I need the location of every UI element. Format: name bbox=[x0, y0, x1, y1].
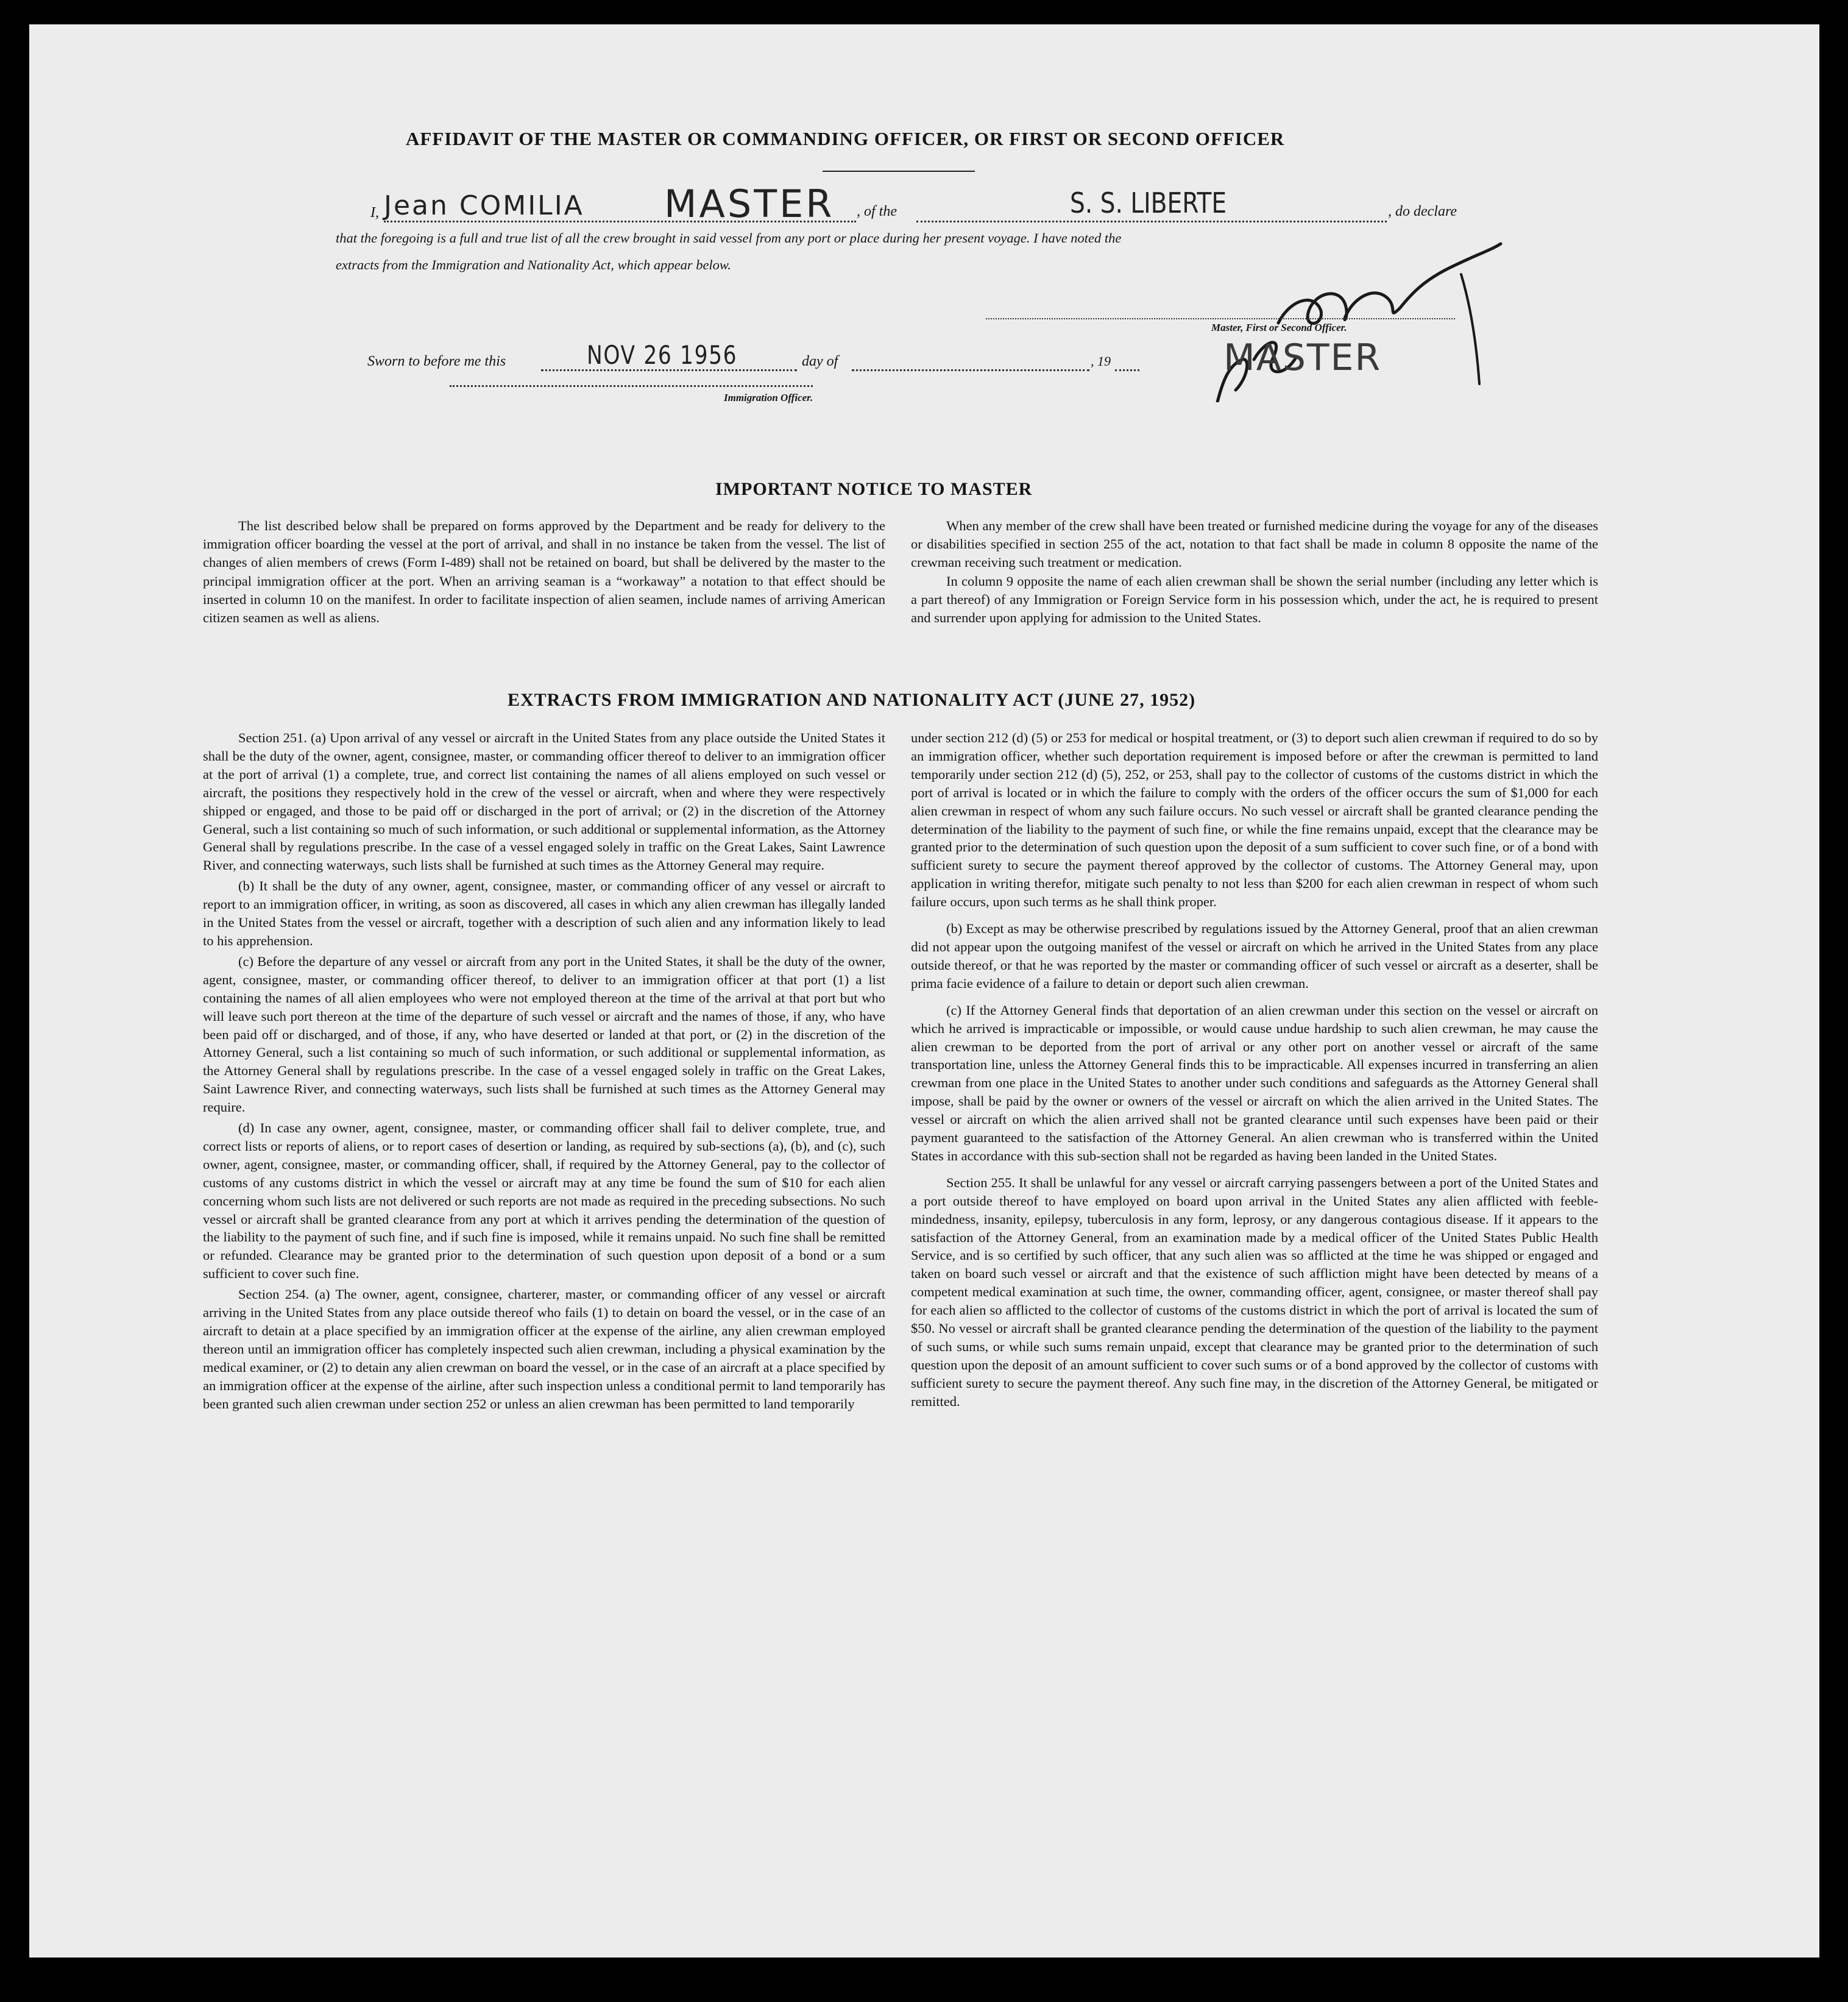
section-251-d: (d) In case any owner, agent, consignee, master, or commanding officer shall fail to deliver complete, true, and correct lists or reports of aliens, or to report cases of desertion or landing, as required by sub-sections (a), (b), and (c), such owner, agent, consignee, master, or commanding officer, shall, if required by the Attorney General, pay to the collector of customs of any customs district in which the vessel or aircraft may at any time be found the sum of $10 for each alien concerning whom such lists are not delivered or such reports are not made as required in the preceding subsections. No such vessel or aircraft shall be granted clearance from any port at which it arrives pending the determination of the question of the liability to the payment of such fine, and if such fine is imposed, while it remains unpaid. No such fine shall be remitted or refunded. Clearance may be granted prior to the determination of such question upon deposit of a bond or a sum sufficient to cover such fine. bbox=[203, 1120, 885, 1282]
notice-right-column bbox=[911, 517, 1598, 627]
crew-master-rank: MASTER bbox=[664, 182, 835, 226]
section-251-a: Section 251. (a) Upon arrival of any vessel or aircraft in the United States from any place outside the United States it shall be the duty of the owner, agent, consignee, master, or commanding officer thereof to deliver to an immigration officer at the port of arrival (1) a complete, true, and correct list containing the names of all aliens employed on such vessel or aircraft, the positions they respectively hold in the crew of the vessel or aircraft, when and where they were respectively shipped or engaged, and those to be paid off or discharged in the port of arrival; or (2) in the discretion of the Attorney General, such a list containing so much of such information, or such additional or supplemental information, as the Attorney General shall by regulations prescribe. In the case of a vessel engaged solely in traffic on the Great Lakes, Saint Lawrence River, and connecting waterways, such lists shall be furnished at such times as the Attorney General may require. bbox=[203, 730, 885, 873]
notice-left-paragraph: The list described below shall be prepared on forms approved by the Department and be ready for delivery to the immigration officer boarding the vessel at the port of arrival, and shall in no instance be taken from the vessel. The list of changes of alien members of crews (Form I-489) shall not be retained on board, but shall be delivered by the master to the principal immigration officer at the port. When an arriving seaman is a “workaway” a notation to that effect should be inserted in column 10 on the manifest. In order to facilitate inspection of alien seamen, include names of arriving American citizen seamen as well as aliens. bbox=[203, 518, 885, 626]
notice-heading: IMPORTANT NOTICE TO MASTER bbox=[715, 479, 1033, 499]
immigration-officer-line bbox=[450, 385, 813, 387]
title-rule bbox=[823, 171, 975, 172]
section-254-c: (c) If the Attorney General finds that deportation of an alien crewman under this section on the vessel or aircraft on which he arrived is impracticable or impossible, or would cause undue hardship to such alien crewman, he may cause the alien crewman to be deported from the port of arrival or any other port on another vessel or aircraft of the same transportation line, unless the Attorney General finds this to be impracticable. All expenses incurred in transferring an alien crewman from one place in the United States to another under such conditions and safeguards as the Attorney General shall impose, shall be paid by the owner or owners of the vessel or aircraft on which the alien arrived in the United States. The vessel or aircraft on which the alien arrived shall not be granted clearance until such expenses have been paid or their payment guaranteed to the satisfaction of the Attorney General. An alien crewman who is transferred within the United States in accordance with this sub-section shall not be regarded as having been landed in the United States. bbox=[911, 1002, 1598, 1163]
section-254-a: Section 254. (a) The owner, agent, consignee, charterer, master, or commanding officer of any vessel or aircraft arriving in the United States from any place outside thereof who fails (1) to detain on board the vessel, or in the case of an aircraft to detain at a place specified by an immigration officer at the expense of the airline, any alien crewman employed thereon until an immigration officer has completely inspected such alien crewman, including a physical examination by the medical examiner, or (2) to detain any alien crewman on board the vessel, or in the case of an aircraft at a place specified by an immigration officer at the expense of the airline, after such inspection unless a conditional permit to land temporarily has been granted such alien crewman under section 252 or unless an alien crewman has been permitted to land temporarily bbox=[203, 1287, 885, 1411]
of-the-label: , of the bbox=[857, 204, 897, 219]
declaration-line-2: extracts from the Immigration and Nationality Act, which appear below. bbox=[336, 257, 731, 272]
prefix-i: I, bbox=[370, 205, 379, 221]
day-of-label: day of bbox=[802, 353, 838, 369]
section-254-b: (b) Except as may be otherwise prescribed by regulations issued by the Attorney General, proof that an alien crewman did not appear upon the outgoing manifest of the vessel or aircraft on which he arrived in the United States from any place outside thereof, or that he was reported by the master or commanding officer of such vessel or aircraft as a deserter, shall be prima facie evidence of a failure to detain or deport such alien crewman. bbox=[911, 921, 1598, 991]
vessel-name: S. S. LIBERTE bbox=[1070, 186, 1227, 219]
extracts-right-column bbox=[911, 729, 1598, 1413]
notice-left-column bbox=[203, 517, 885, 627]
do-declare-label: , do declare bbox=[1388, 204, 1457, 219]
master-stamp: MASTER bbox=[1223, 336, 1382, 379]
section-251-b: (b) It shall be the duty of any owner, agent, consignee, master, or commanding officer of any vessel or aircraft to report to an immigration officer, in writing, as soon as discovered, all cases in which any alien crewman has illegally landed in the United States from the vessel or aircraft, together with a description of such alien and any information likely to lead to his apprehension. bbox=[203, 878, 885, 948]
declaration-line-1: that the foregoing is a full and true list of all the crew brought in said vessel from any port or place during her present voyage. I have noted the bbox=[336, 230, 1122, 246]
year-line bbox=[1115, 369, 1139, 371]
notice-right-paragraph-2: In column 9 opposite the name of each alien crewman shall be shown the serial number (including any letter which is a part thereof) of any Immigration or Foreign Service form in his possession which, under the act, he is required to present and surrender upon applying for admission to the United States. bbox=[911, 573, 1598, 626]
affidavit-title: AFFIDAVIT OF THE MASTER OR COMMANDING OFFICER, OR FIRST OR SECOND OFFICER bbox=[406, 128, 1285, 149]
sworn-label: Sworn to before me this bbox=[367, 353, 506, 369]
extracts-left-column bbox=[203, 729, 885, 1416]
signature-line bbox=[986, 318, 1455, 319]
sworn-date: NOV 26 1956 bbox=[587, 340, 738, 370]
crew-master-name: Jean COMILIA bbox=[384, 190, 584, 221]
immigration-officer-caption: Immigration Officer. bbox=[724, 392, 813, 403]
section-255: Section 255. It shall be unlawful for any vessel or aircraft carrying passengers between a port of the United States and a port outside thereof to have employed on board upon arrival in the United States any alien afflicted with feeble-mindedness, insanity, epilepsy, tuberculosis in any form, leprosy, or any dangerous contagious disease. If it appears to the satisfaction of the Attorney General, from an examination made by a medical officer of the United States Public Health Service, and is so certified by such officer, that any such alien was so afflicted at the time he was shipped or engaged and taken on board such vessel or aircraft and that the existence of such affliction might have been detected by means of a competent medical examination at such time, the owner, commanding officer, agent, consignee, or master thereof shall pay for each alien so afflicted to the collector of customs of the customs district in which the port of arrival is located the sum of $50. No vessel or aircraft shall be granted clearance pending the determination of the question of the liability to the payment of such sums, or while such sums remain unpaid, except that clearance may be granted prior to the determination of such question upon the deposit of an amount sufficient to cover such sums or of a bond approved by the collector of customs with sufficient surety to secure the payment thereof. Any such fine may, in the discretion of the Attorney General, be mitigated or remitted. bbox=[911, 1174, 1598, 1409]
month-line bbox=[852, 369, 1089, 371]
section-251-c: (c) Before the departure of any vessel or aircraft from any port in the United States, it shall be the duty of the owner, agent, consignee, master, or commanding officer thereof, to deliver to an immigration officer at that port (1) a list containing the names of all alien employees who were not employed thereon at the time of the arrival at that port but who will leave such port thereon at the time of the departure of such vessel or aircraft and the names of those, if any, who have been paid off or discharged, and of those, if any, who have deserted or landed at that port, or (2) in the discretion of the Attorney General, such a list containing so much of such information, or such additional or supplemental information, as the Attorney General shall by regulations prescribe. In the case of a vessel engaged solely in traffic on the Great Lakes, Saint Lawrence River, and connecting waterways, such lists shall be furnished at such times as the Attorney General may require. bbox=[203, 953, 885, 1115]
document-page bbox=[29, 24, 1819, 1958]
year-prefix: , 19 bbox=[1091, 353, 1111, 369]
notice-right-paragraph-1: When any member of the crew shall have been treated or furnished medicine during the voyage for any of the diseases or disabilities specified in section 255 of the act, notation to that fact shall be made in column 8 opposite the name of the crewman receiving such treatment or medication. bbox=[911, 518, 1598, 570]
section-254-a-cont: under section 212 (d) (5) or 253 for medical or hospital treatment, or (3) to deport such alien crewman if required to do so by an immigration officer, whether such deportation requirement is imposed before or after the crewman is permitted to land temporarily under section 212 (d) (5), 252, or 253, shall pay to the collector of customs of the customs district in which the port of arrival is located or in which the failure to comply with the orders of the officer occurs the sum of $1,000 for each alien crewman in respect of whom any such failure occurs. No such vessel or aircraft shall be granted clearance pending the determination of the liability to the payment of such fine, or while the fine remains unpaid, except that the clearance may be granted prior to the determination of such question upon the deposit of a sum sufficient to cover such fine, or of a bond with sufficient surety to secure the payment thereof approved by the collector of customs. The Attorney General may, upon application in writing therefor, mitigate such penalty to not less than $200 for each alien crewman in respect of whom such failure occurs, upon such terms as he shall think proper. bbox=[911, 730, 1598, 910]
extracts-heading: EXTRACTS FROM IMMIGRATION AND NATIONALITY ACT (JUNE 27, 1952) bbox=[508, 690, 1196, 710]
signature-caption: Master, First or Second Officer. bbox=[1211, 322, 1347, 333]
